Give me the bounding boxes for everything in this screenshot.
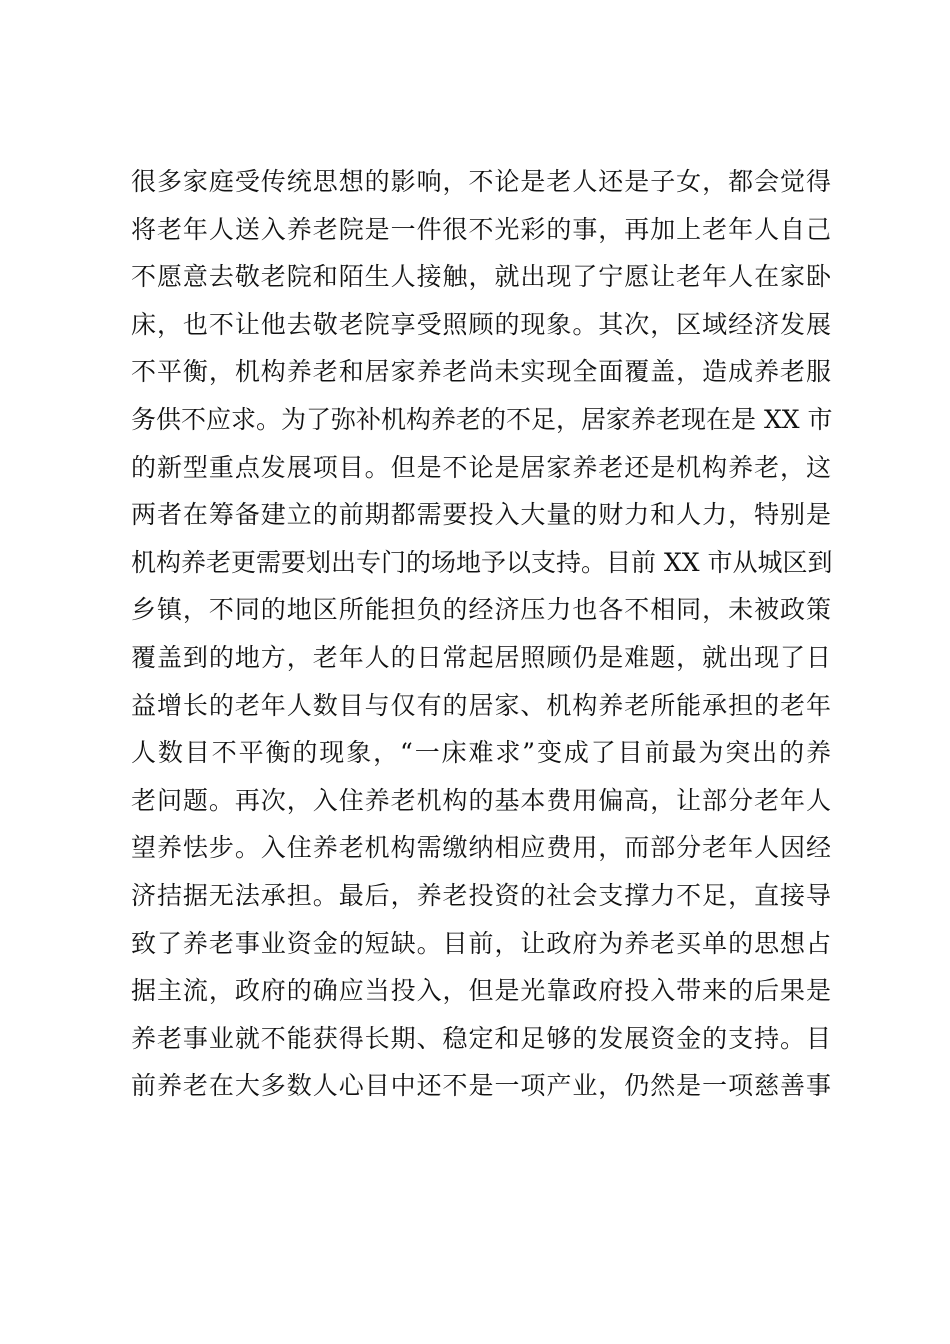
text-line: 前养老在大多数人心目中还不是一项产业，仍然是一项慈善事 [131,1071,831,1101]
text-line: 两者在筹备建立的前期都需要投入大量的财力和人力，特别是 [131,500,831,530]
text-line: 人数目不平衡的现象，“一床难求”变成了目前最为突出的养 [131,738,831,768]
text-line: 机构养老更需要划出专门的场地予以支持。目前 XX 市从城区到 [131,547,833,577]
text-line: 据主流，政府的确应当投入，但是光靠政府投入带来的后果是 [131,976,831,1006]
text-line: 养老事业就不能获得长期、稳定和足够的发展资金的支持。目 [131,1023,831,1053]
text-line: 乡镇，不同的地区所能担负的经济压力也各不相同，未被政策 [131,595,831,625]
text-line: 不愿意去敬老院和陌生人接触，就出现了宁愿让老年人在家卧 [131,262,831,292]
text-line: 益增长的老年人数目与仅有的居家、机构养老所能承担的老年 [131,690,831,720]
text-line: 望养怯步。入住养老机构需缴纳相应费用，而部分老年人因经 [131,833,831,863]
body-paragraph [131,158,831,1110]
text-line: 务供不应求。为了弥补机构养老的不足，居家养老现在是 XX 市 [131,404,833,434]
text-line: 床，也不让他去敬老院享受照顾的现象。其次，区域经济发展 [131,309,831,339]
text-line: 的新型重点发展项目。但是不论是居家养老还是机构养老，这 [131,452,831,482]
text-line: 老问题。再次，入住养老机构的基本费用偏高，让部分老年人 [131,785,831,815]
text-line: 很多家庭受传统思想的影响，不论是老人还是子女，都会觉得 [131,167,831,196]
text-line: 不平衡，机构养老和居家养老尚未实现全面覆盖，造成养老服 [131,357,831,387]
text-line: 济拮据无法承担。最后，养老投资的社会支撑力不足，直接导 [131,880,831,910]
text-line: 将老年人送入养老院是一件很不光彩的事，再加上老年人自己 [131,214,831,244]
text-line: 覆盖到的地方，老年人的日常起居照顾仍是难题，就出现了日 [131,642,831,672]
text-line: 致了养老事业资金的短缺。目前，让政府为养老买单的思想占 [131,928,831,958]
